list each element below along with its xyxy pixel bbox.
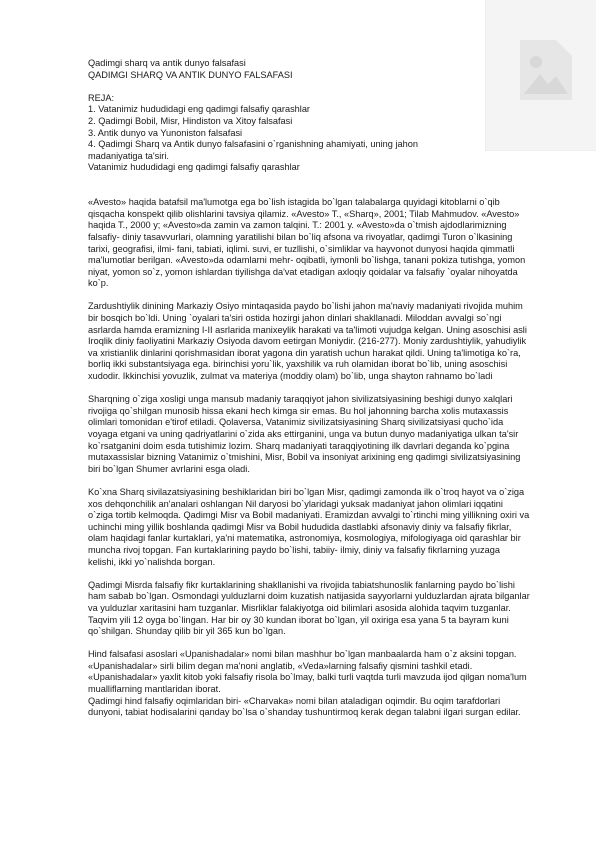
plan-item: 3. Antik dunyo va Yunoniston falsafasi — [88, 127, 243, 138]
plan-item: Vatanimiz hududidagi eng qadimgi falsafiy qarashlar — [88, 162, 300, 173]
paragraph: Zardushtiylik dinining Markaziy Osiyo mintaqasida paydo bo`lishi jahon ma'naviy madaniyati rivojida muhim bir bosqich bo`ldi. Uning `oyalari ta'siri ostida hozirgi jahon dinlari shakllanadi. Miloddan avvalgi so`ngi asrlarda hamda eramizning I-II asrlarida manixeylik harakati va ta'limoti vujudga kelgan. Uning asoschisi asli Iroqlik diniy faoliyatini Markaziy Osiyoda davom eetirgan Moniydir. (216-277). Moniy zardushtiylik, yahudiylik va xristianlik dinlarini qorishmasidan iborat yagona din yaratish uchun harakat qildi. Uning ta'limotiga ko`ra, borliq ikki substantsiyaga ega. birinchisi yoru`lik, yaxshilik va ruh olamidan iborat bo`lib, uning asoschisi xudodir. Ikkinchisi yovuzlik, zulmat va materiya (moddiy olam) bo`lib, unga shayton rahnamo bo`ladi — [88, 301, 527, 382]
plan-item: 2. Qadimgi Bobil, Misr, Hindiston va Xitoy falsafasi — [88, 115, 293, 126]
document-page — [88, 58, 530, 719]
document-heading: QADIMGI SHARQ VA ANTIK DUNYO FALSAFASI — [88, 69, 293, 80]
paragraph: Qadimgi Misrda falsafiy fikr kurtaklarining shakllanishi va rivojida tabiatshunoslik fanlarning paydo bo`lishi ham sabab bo`lgan. Osmondagi yulduzlarni doim kuzatish natijasida sayyorlarni yulduzlardan ajrata bilganlar va yulduzlar xaritasini ham tuzganlar. Misrliklar falakiyotga oid bilimlari asosida alohida taqvim tuzganlar. Taqvim yili 12 oyga bo`lingan. Har bir oy 30 kundan iborat bo`lgan, yil oxiriga esa yana 5 ta bayram kuni qo`shilgan. Shunday qilib bir yil 365 kun bo`lgan. — [88, 579, 530, 637]
plan-item: 4. Qadimgi Sharq va Antik dunyo falsafasini o`rganishning ahamiyati, uning jahon madaniyatiga ta'siri. — [88, 139, 418, 161]
paragraph: Sharqning o`ziga xosligi unga mansub madaniy taraqqiyot jahon sivilizatsiyasining beshigi dunyo xalqlari rivojiga qo`shilgan munosib hissa ekani hech kimga sir emas. Bu hol jahonning barcha xolis mutaxassis olimlari tomonidan e'tirof etiladi. Qolaversa, Vatanimiz sivilizatsiyasining Sharq sivilizatsiyasi qucho`ida voyaga etgani va uning qadriyatlarini o`zida aks ettirganini, unga va butun dunyo madaniyatiga ulkan ta'sir ko`rsatganini doim esda tutishimiz lozim. Sharq madaniyati taraqqiyotining ilk davrlari deganda ko`pgina mutaxassislar bizning Vatanimiz o`tmishini, Misr, Bobil va insoniyat arixining eng qadimgi sivilizatsiyasining biri bo`lgan Shumer avrlarini esga oladi. — [88, 394, 521, 474]
plan-list — [88, 104, 448, 174]
paragraph: Hind falsafasi asoslari «Upanishadalar» nomi bilan mashhur bo`lgan manbaalarda ham o`z aksini topgan. «Upanishadalar» sirli bilim degan ma'noni anglatib, «Veda»larning falsafiy qismini tashkil etadi. «Upanishadalar» yaxlit kitob yoki falsafiy risola bo`lmay, balki turli vaqtda turli mavzuda ijod qilgan noma'lum mualliflarning mantlaridan iborat. Qadimgi hind falsafiy oqimlaridan biri- «Charvaka» nomi bilan ataladigan oqimdir. Bu oqim tarafdorlari dunyoni, tabiat hodisalarini qanday bo`lsa o`shanday tushuntirmoq kerak degan talabni ilgari surgan edilar. — [88, 649, 527, 718]
plan-title: REJA: — [88, 92, 115, 103]
plan-item: 1. Vatanimiz hududidagi eng qadimgi falsafiy qarashlar — [88, 104, 310, 115]
paragraph: «Avesto» haqida batafsil ma'lumotga ega bo`lish istagida bo`lgan talabalarga quyidagi kitoblarni o`qib qisqacha konspekt qilib olishlarini tavsiya qilamiz. «Avesto» T., «Sharq», 2001; Tilab Mahmudov. «Avesto» haqida T., 2000 y; «Avesto»da zamin va zamon talqini. T.: 2001 y. «Avesto»da o`tmish ajdodlarimizning falsafiy- diniy tasavvurlari, olamning yaratilishi bilan bo`liq afsona va rivoyatlar, qadimgi Turon o`lkasining tarixi, geografisi, ilmi- fani, tabiati, iqlimi. suvi, er tuzllishi, o`simliklar va hayvonot dunyosi haqida qimmatli ma'lumotlar berilgan. «Avesto»da odamlarni mehr- oqibatli, iymonli bo`lishga, tanani pokiza tutishga, yomon niyat, yomon so`z, yomon ishlardan tiyilishga da'vat etadigan axloqiy qoidalar va falsafiy `oyalar nihoyatda ko`p. — [88, 197, 526, 289]
document-title: Qadimgi sharq va antik dunyo falsafasi — [88, 58, 246, 68]
paragraph: Ko`xna Sharq sivilazatsiyasining beshiklaridan biri bo`lgan Misr, qadimgi zamonda ilk o`troq hayot va o`ziga xos dehqonchilik an'analari oshlangan Nil daryosi bo`ylaridagi yuksak madaniyat jahon olimlari iqqatini o`ziga tortib kelmoqda. Qadimgi Misr va Bobil madaniyati. Eramizdan avvalgi to`rtinchi ming yillikning oxiri va uchinchi ming yillik boshlanda qadimgi Misr va Bobil hududida dastlabki afsonaviy diniy va falsafiy fikrlar, olam haqidagi fanlar kurtaklari, ya'ni matematika, astronomiya, kosmologiya, mifologiyaga oid qarashlar bir muncha rivoj topgan. Fan kurtaklarining paydo bo`lishi, tabiiy- ilmiy, diniy va falsafiy fikrlarning yuzaga kelishi, ikki yo`nalishda borgan. — [88, 486, 530, 567]
